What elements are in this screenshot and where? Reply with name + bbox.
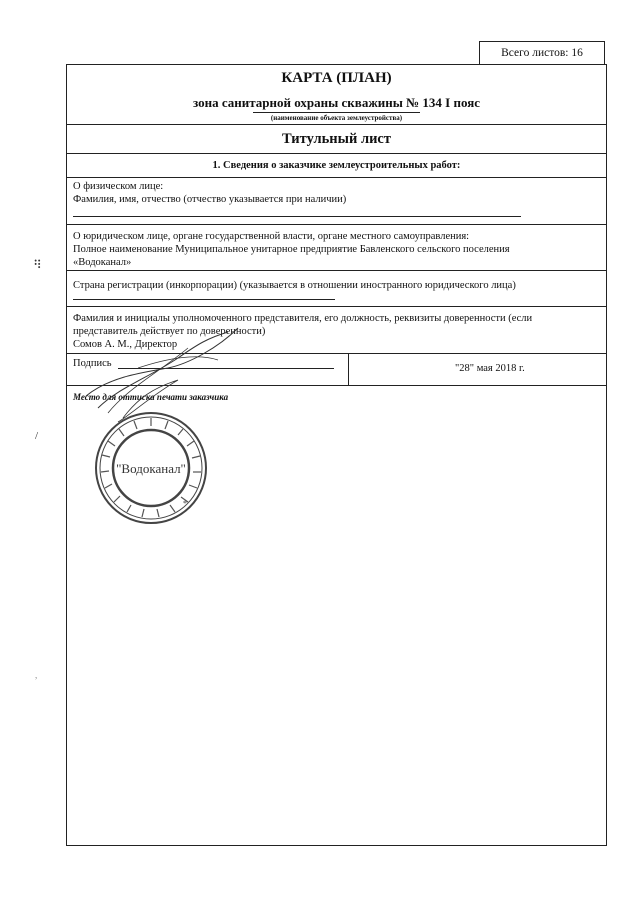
signature-date: "28" мая 2018 г. bbox=[455, 363, 525, 374]
divider bbox=[66, 177, 607, 178]
divider bbox=[66, 224, 607, 225]
signature-date-separator bbox=[348, 353, 349, 385]
document-subtitle: зона санитарной охраны скважины № 134 I пояс bbox=[192, 95, 481, 110]
registration-input-line bbox=[73, 299, 335, 300]
margin-mark: , bbox=[35, 670, 38, 680]
subtitle-caption: (наименование объекта землеустройства) bbox=[270, 114, 403, 122]
seal-stamp bbox=[90, 410, 212, 526]
seal-center-text: "Водоканал" bbox=[116, 461, 186, 476]
divider bbox=[66, 153, 607, 154]
representative-value: Сомов А. М., Директор bbox=[73, 339, 178, 350]
representative-label-line1: Фамилия и инициалы уполномоченного представителя, его должность, реквизиты доверенности (если bbox=[73, 313, 533, 324]
margin-mark: ⠻ bbox=[33, 258, 42, 272]
subtitle-underline bbox=[253, 112, 420, 113]
margin-mark: / bbox=[35, 430, 39, 442]
sheet-title: Титульный лист bbox=[282, 131, 391, 147]
signature-label: Подпись bbox=[73, 358, 112, 369]
section-title: 1. Сведения о заказчике землеустроительных работ: bbox=[212, 160, 461, 171]
physical-person-input-line bbox=[73, 216, 521, 217]
representative-label-line2: представитель действует по доверенности) bbox=[73, 326, 266, 337]
divider bbox=[66, 306, 607, 307]
legal-entity-name-line1: Полное наименование Муниципальное унитарное предприятие Бавленского сельского поселения bbox=[73, 244, 510, 255]
divider bbox=[66, 270, 607, 271]
svg-text:*: * bbox=[183, 499, 187, 508]
seal-place-label: Место для оттиска печати заказчика bbox=[73, 392, 229, 402]
legal-entity-label: О юридическом лице, органе государственной власти, органе местного самоуправления: bbox=[73, 231, 470, 242]
divider bbox=[66, 124, 607, 125]
pages-total: Всего листов: 16 bbox=[501, 47, 583, 59]
pages-total-box bbox=[479, 41, 605, 65]
legal-entity-name-line2: «Водоканал» bbox=[73, 257, 132, 268]
physical-person-label: О физическом лице: bbox=[73, 181, 164, 192]
registration-label: Страна регистрации (инкорпорации) (указывается в отношении иностранного юридического лица) bbox=[73, 280, 516, 291]
physical-person-field-label: Фамилия, имя, отчество (отчество указывается при наличии) bbox=[73, 194, 347, 205]
document-title: КАРТА (ПЛАН) bbox=[281, 70, 392, 86]
